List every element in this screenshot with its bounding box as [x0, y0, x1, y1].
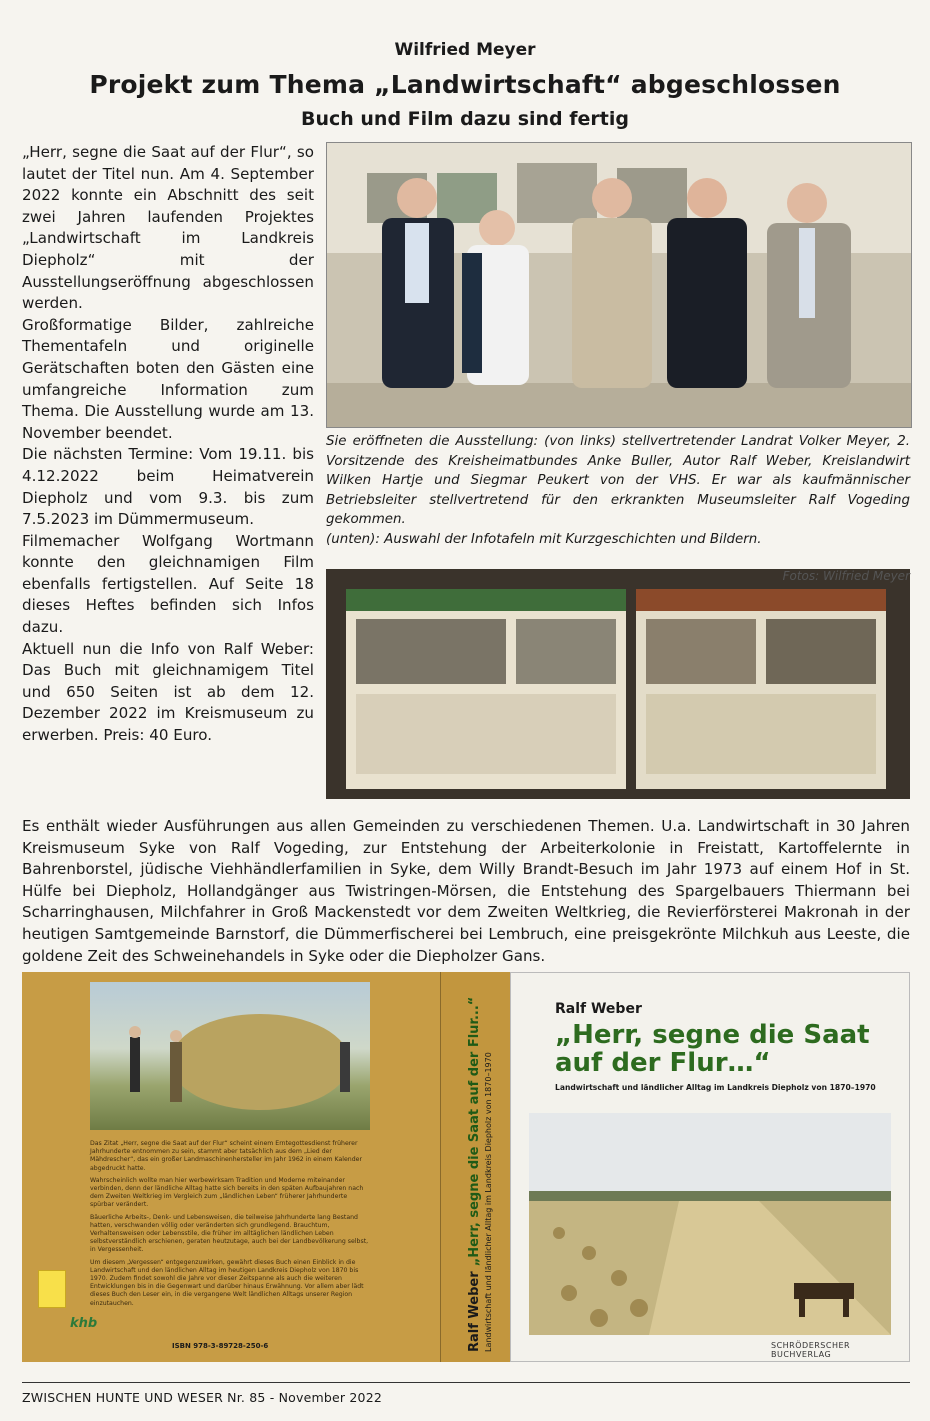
front-cover-photo — [529, 1113, 891, 1335]
back-cover-paragraph: Das Zitat „Herr, segne die Saat auf der Flur“ scheint einem Erntegottesdienst früherer Jahrhunderte entnommen zu sein, stammt aber tatsächlich aus dem „Lied der Mähdrescher“, das ein großer Landmaschinenhersteller im Jahr 1962 in einem Kalender abgedruckt hatte. — [90, 1140, 362, 1172]
back-cover-paragraph: Wahrscheinlich wollte man hier werbewirksam Tradition und Moderne miteinander verbinden, denn der ländliche Alltag hatte sich bereits in den späten Aufbaujahren nach dem Zweiten Weltkrieg im Vergleich zum „ländlichen Leben“ früherer Jahrhunderte spürbar verändert. — [90, 1176, 364, 1209]
front-title: „Herr, segne die Saat auf der Flur…“ — [555, 1020, 870, 1078]
caption-text: Sie eröffneten die Ausstellung: (von links) stellvertretender Landrat Volker Meyer, 2. Vorsitzende des Kreisheimatbundes Anke Buller, Autor Ralf Weber, Kreislandwirt Wilken Hartje und Siegmar Peukert von der VHS. Er war als kaufmännischer Betriebsleiter stellvertretend für den erkrankten Museumsleiter Ralf Vogeding gekommen. — [326, 434, 910, 527]
book-back-cover — [22, 972, 440, 1362]
spine-text — [463, 972, 493, 1352]
back-cover-paragraph: Bäuerliche Arbeits-, Denk- und Lebensweisen, die teilweise Jahrhunderte lang Bestand hatten, verschwanden völlig oder veränderten sich grundlegend. Brauchtum, Verhaltensweisen oder Lebensstile, die früher im alltäglichen ländlichen Leben selbstverständlich erschienen, geraten heutzutage, auch bei der Landbevölkerung selbst, in Vergessenheit. — [90, 1213, 369, 1254]
author-line: Wilfried Meyer — [394, 40, 536, 60]
group-photo-illustration — [327, 143, 911, 427]
isbn: ISBN 978-3-89728-250-6 — [172, 1342, 269, 1350]
publisher: SCHRÖDERSCHER BUCHVERLAG — [771, 1341, 851, 1359]
subheadline: Buch und Film dazu sind fertig — [300, 108, 629, 130]
haystack-illustration — [90, 982, 370, 1130]
book-cover — [22, 972, 910, 1362]
front-subtitle: Landwirtschaft und ländlicher Alltag im Landkreis Diepholz von 1870–1970 — [555, 1083, 876, 1092]
khb-logo: khb — [70, 1316, 98, 1331]
photo-caption — [326, 432, 910, 549]
back-cover-paragraph: Um diesem „Vergessen“ entgegenzuwirken, gewährt dieses Buch einen Einblick in die Landwirtschaft und den ländlichen Alltag im heutigen Landkreis Diepholz von 1870 bis 1970. Zudem findet sowohl die Jahre vor dieser Zeitspanne als auch die weiteren Entwicklungen bis in die Gegenwart und darüber hinaus Erwähnung. Vor allem aber lädt dieses Buch den Leser ein, in die vergangene Welt ländlichen Alltags unserer Region einzutauchen. — [90, 1258, 364, 1307]
headline: Projekt zum Thema „Landwirtschaft“ abgeschlossen — [89, 70, 841, 99]
spine-subtitle: Landwirtschaft und ländlicher Alltag im Landkreis Diepholz von 1870–1970 — [484, 1052, 493, 1352]
full-width-text — [22, 816, 910, 967]
back-cover-text — [90, 1140, 370, 1312]
info-panels-illustration — [326, 569, 910, 799]
book-front-cover — [510, 972, 910, 1362]
left-column-text — [22, 142, 314, 747]
footer-divider — [22, 1382, 910, 1383]
spine-author: Ralf Weber — [467, 1271, 482, 1352]
book-spine — [440, 972, 511, 1362]
photo-credit: Fotos: Wilfried Meyer — [782, 569, 910, 583]
caption-bottom-text: (unten): Auswahl der Infotafeln mit Kurzgeschichten und Bildern. — [326, 531, 762, 547]
front-author: Ralf Weber — [555, 1001, 642, 1017]
paragraph: „Herr, segne die Saat auf der Flur“, so lautet der Titel nun. Am 4. September 2022 konnte ein Abschnitt des seit zwei Jahren laufenden Projektes „Landwirtschaft im Landkreis Diepholz“ mit der Ausstellungseröffnung abgeschlossen werden. — [22, 143, 314, 313]
paragraph: Die nächsten Termine: Vom 19.11. bis 4.12.2022 beim Heimatverein Diepholz und vom 9.3. bis zum 7.5.2023 im Dümmermuseum. — [22, 445, 314, 529]
paragraph: Aktuell nun die Info von Ralf Weber: Das Buch mit gleichnamigem Titel und 650 Seiten ist ab dem 12. Dezember 2022 im Kreismuseum zu erwerben. Preis: 40 Euro. — [22, 639, 314, 745]
paragraph: Filmemacher Wolfgang Wortmann konnte den gleichnamigen Film ebenfalls fertigstellen. Auf Seite 18 dieses Heftes befinden sich Infos dazu. — [22, 531, 314, 637]
paragraph: Es enthält wieder Ausführungen aus allen Gemeinden zu verschiedenen Themen. U.a. Landwirtschaft in 30 Jahren Kreismuseum Syke von Ralf Vogeding, zur Entstehung der Arbeiterkolonie in Freistatt, Kartoffelernte in Bahrenborstel, jüdische Viehhändlerfamilien in Syke, dem Willy Brandt-Besuch im Jahr 1973 auf einem Hof in St. Hülfe bei Diepholz, Hollandgänger aus Twistringen-Mörsen, die Entstehung des Spargelbauers Thiermann bei Scharringhausen, Milchfahrer in Groß Mackenstedt vor dem Zweiten Weltkrieg, die Revierförsterei Makronah in der heutigen Samtgemeinde Barnstorf, die Dümmerfischerei bei Lembruch, eine preisgekrönte Milchkuh aus Leeste, die goldene Zeit des Schweinehandels in Syke oder die Diepholzer Gans. — [22, 817, 910, 965]
harvest-field-illustration — [529, 1113, 891, 1335]
back-cover-photo — [90, 982, 370, 1130]
page-footer: ZWISCHEN HUNTE UND WESER Nr. 85 - November 2022 — [22, 1390, 383, 1405]
paragraph: Großformatige Bilder, zahlreiche Thementafeln und originelle Gerätschaften boten den Gästen eine umfangreiche Information zum Thema. Die Ausstellung wurde am 13. November beendet. — [22, 315, 314, 442]
group-photo — [326, 142, 912, 428]
spine-title: „Herr, segne die Saat auf der Flur...“ — [467, 996, 482, 1267]
info-panels-photo — [326, 569, 910, 799]
heritage-logo — [38, 1270, 66, 1308]
